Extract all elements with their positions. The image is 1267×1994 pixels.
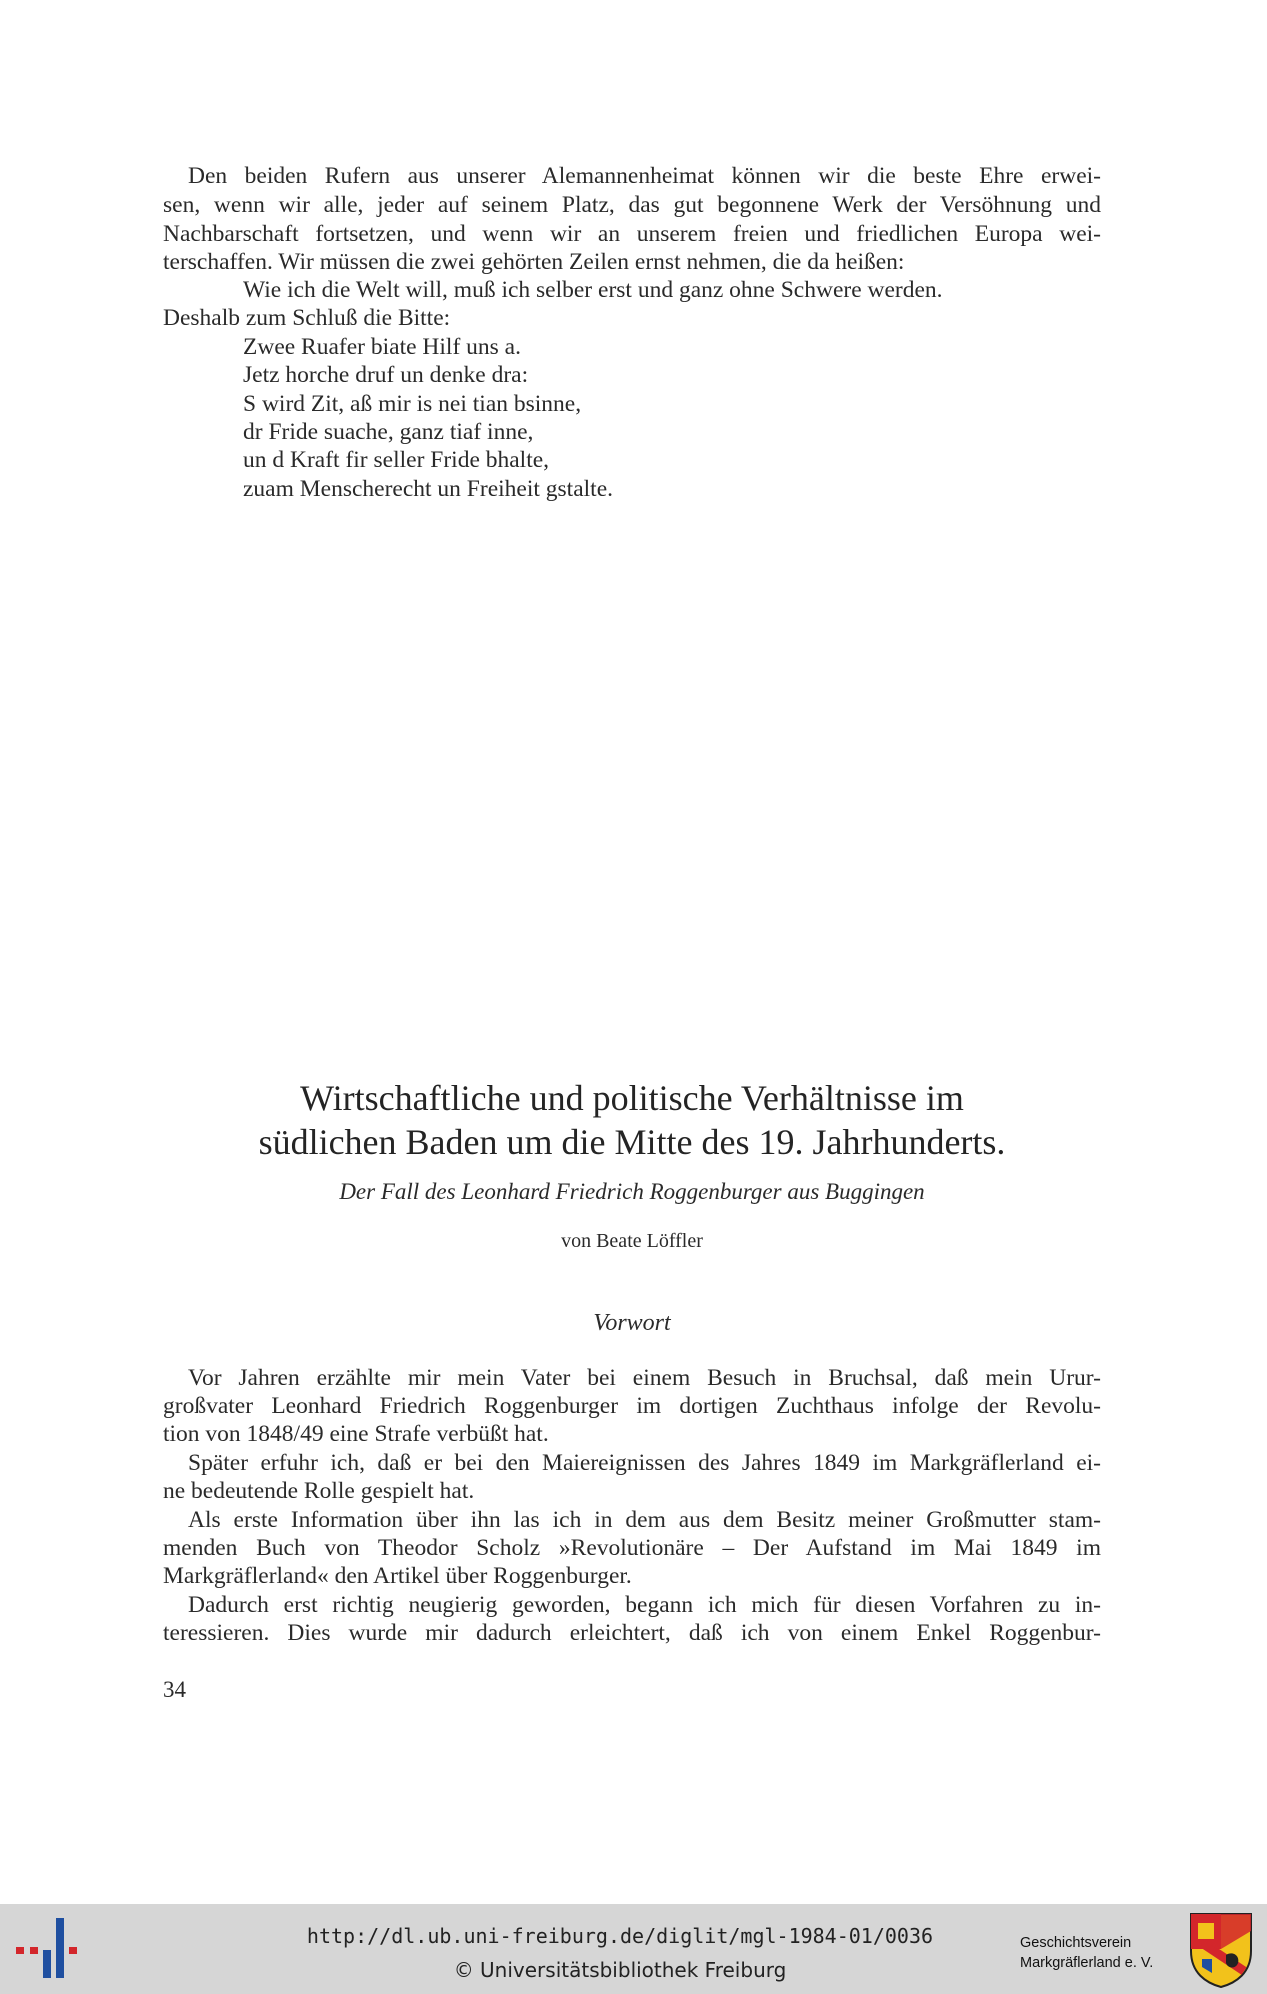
verse-line: un d Kraft fir seller Fride bhalte, <box>243 447 550 473</box>
verse-line: Jetz horche druf un denke dra: <box>243 362 529 388</box>
body-text-line: Deshalb zum Schluß die Bitte: <box>163 305 451 331</box>
society-name <box>1020 1933 1190 1973</box>
verse-line: zuam Menscherecht un Freiheit gstalte. <box>243 476 613 502</box>
article-title-line-2: südlichen Baden um die Mitte des 19. Jahrhunderts. <box>258 1122 1006 1162</box>
library-logo-icon <box>16 1914 78 1984</box>
document-url-link[interactable]: http://dl.ub.uni-freiburg.de/diglit/mgl-1984-01/0036 <box>306 1924 934 1948</box>
body-text-line: menden Buch von Theodor Scholz »Revolutionäre – Der Aufstand im Mai 1849 im <box>163 1535 1101 1561</box>
body-text-line: ne bedeutende Rolle gespielt hat. <box>163 1478 475 1504</box>
body-text-line: Dadurch erst richtig neugierig geworden, begann ich mich für diesen Vorfahren zu in- <box>188 1592 1101 1618</box>
body-text-line: Markgräflerland« den Artikel über Roggenburger. <box>163 1563 632 1589</box>
body-text-line: Den beiden Rufern aus unserer Alemannenheimat können wir die beste Ehre erwei- <box>188 163 1101 189</box>
copyright-notice: © Universitätsbibliothek Freiburg <box>453 1958 787 1982</box>
verse-line: Zwee Ruafer biate Hilf uns a. <box>243 334 521 360</box>
verse-line: S wird Zit, aß mir is nei tian bsinne, <box>243 391 582 417</box>
page-number: 34 <box>163 1677 186 1702</box>
body-text-line: terschaffen. Wir müssen die zwei gehörten Zeilen ernst nehmen, die da heißen: <box>163 249 905 275</box>
society-name-line: Geschichtsverein <box>1020 1935 1132 1951</box>
body-text-line: Nachbarschaft fortsetzen, und wenn wir an unserem freien und friedlichen Europa wei- <box>163 221 1101 247</box>
society-name-line: Markgräflerland e. V. <box>1020 1955 1154 1971</box>
body-text-line: teressieren. Dies wurde mir dadurch erleichtert, daß ich von einem Enkel Roggenbur- <box>163 1620 1101 1646</box>
verse-line: dr Fride suache, ganz tiaf inne, <box>243 419 534 445</box>
body-text-line: sen, wenn wir alle, jeder auf seinem Platz, das gut begonnene Werk der Versöhnung und <box>163 192 1101 218</box>
footer-bar <box>0 1904 1267 1994</box>
article-byline: von Beate Löffler <box>561 1230 703 1252</box>
section-heading: Vorwort <box>593 1310 671 1336</box>
body-text-line: tion von 1848/49 eine Strafe verbüßt hat. <box>163 1421 549 1447</box>
coat-of-arms-icon[interactable] <box>1188 1911 1254 1989</box>
article-title-line-1: Wirtschaftliche und politische Verhältnisse im <box>300 1078 964 1118</box>
body-text-line: Vor Jahren erzählte mir mein Vater bei einem Besuch in Bruchsal, daß mein Urur- <box>188 1365 1101 1391</box>
body-text-line: großvater Leonhard Friedrich Roggenburger im dortigen Zuchthaus infolge der Revolu- <box>163 1393 1101 1419</box>
quoted-line: Wie ich die Welt will, muß ich selber erst und ganz ohne Schwere werden. <box>243 277 943 303</box>
body-text-line: Als erste Information über ihn las ich in dem aus dem Besitz meiner Großmutter stam- <box>188 1507 1101 1533</box>
article-subtitle: Der Fall des Leonhard Friedrich Roggenburger aus Buggingen <box>339 1179 925 1204</box>
body-text-line: Später erfuhr ich, daß er bei den Maiereignissen des Jahres 1849 im Markgräflerland ei- <box>188 1450 1101 1476</box>
